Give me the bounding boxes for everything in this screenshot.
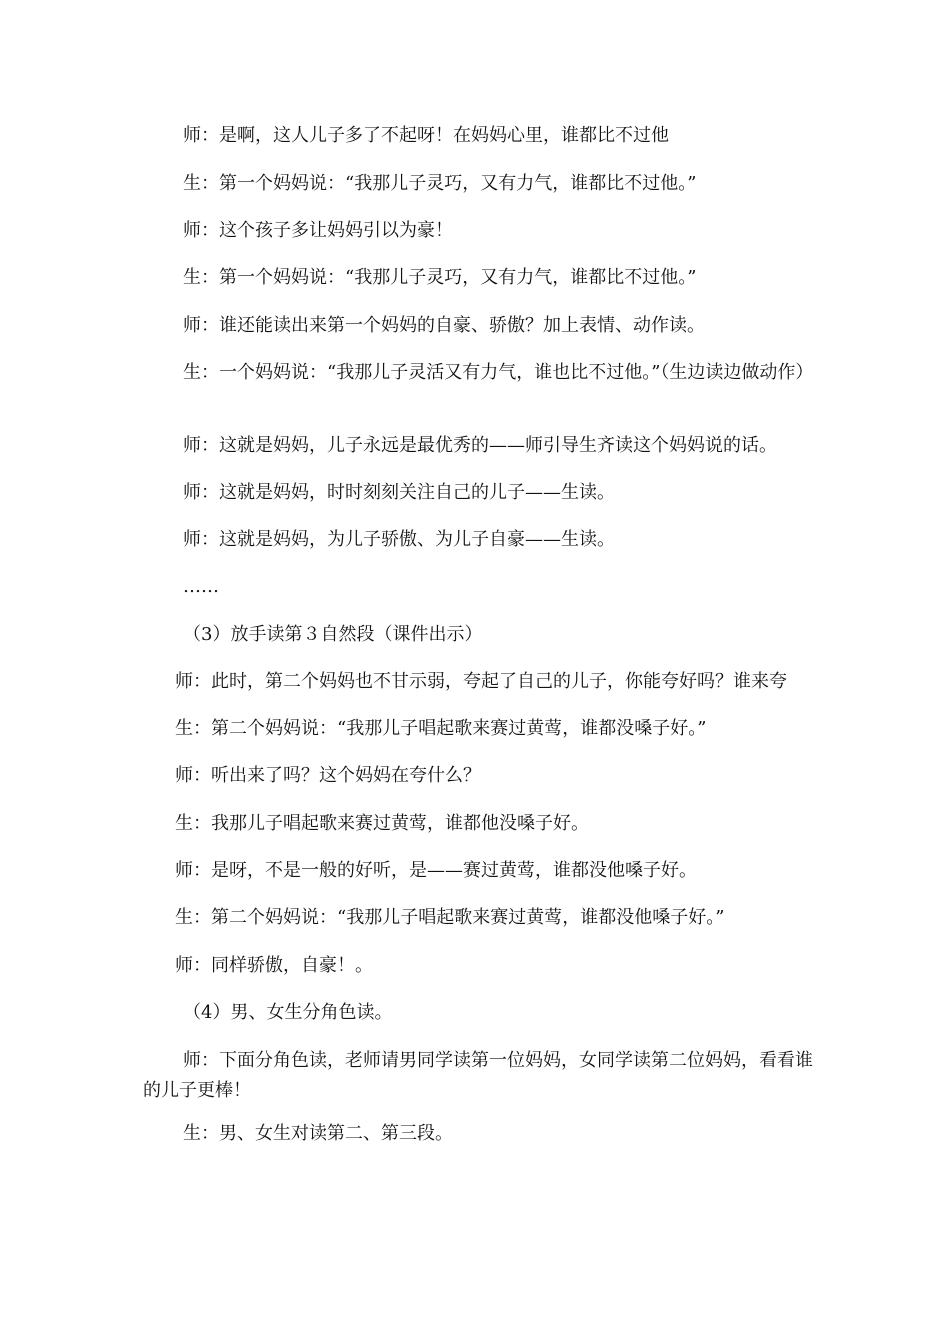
- paragraph-teacher-3: 师：谁还能读出来第一个妈妈的自豪、骄傲？加上表情、动作读。: [183, 315, 705, 336]
- paragraph-student-3: 生：一个妈妈说：“我那儿子灵活又有力气，谁也比不过他。”（生边读边做动作）: [183, 362, 814, 383]
- paragraph-teacher-8: 师：听出来了吗？这个妈妈在夸什么？: [175, 765, 481, 786]
- paragraph-student-4: 生：第二个妈妈说：“我那儿子唱起歌来赛过黄莺，谁都没嗓子好。”: [175, 718, 707, 739]
- paragraph-student-7: 生：男、女生对读第二、第三段。: [183, 1123, 453, 1144]
- paragraph-teacher-1: 师：是啊，这人儿子多了不起呀！在妈妈心里，谁都比不过他: [183, 125, 669, 146]
- ellipsis-line: ……: [183, 576, 219, 597]
- paragraph-teacher-7: 师：此时，第二个妈妈也不甘示弱，夸起了自己的儿子，你能夸好吗？谁来夸: [175, 671, 787, 692]
- paragraph-student-6: 生：第二个妈妈说：“我那儿子唱起歌来赛过黄莺，谁都没他嗓子好。”: [175, 907, 725, 928]
- paragraph-teacher-5: 师：这就是妈妈，时时刻刻关注自己的儿子——生读。: [183, 482, 615, 503]
- paragraph-teacher-11: 师：下面分角色读，老师请男同学读第一位妈妈，女同学读第二位妈妈，看看谁的儿子更棒！: [143, 1050, 813, 1101]
- section-heading-4: （4）男、女生分角色读。: [183, 1002, 393, 1023]
- paragraph-teacher-6: 师：这就是妈妈，为儿子骄傲、为儿子自豪——生读。: [183, 529, 615, 550]
- paragraph-teacher-4: 师：这就是妈妈，儿子永远是最优秀的——师引导生齐读这个妈妈说的话。: [183, 435, 777, 456]
- paragraph-student-2: 生：第一个妈妈说：“我那儿子灵巧，又有力气，谁都比不过他。”: [183, 267, 697, 288]
- paragraph-teacher-2: 师：这个孩子多让妈妈引以为豪！: [183, 220, 453, 241]
- paragraph-student-1: 生：第一个妈妈说：“我那儿子灵巧，又有力气，谁都比不过他。”: [183, 173, 697, 194]
- paragraph-teacher-10: 师：同样骄傲，自豪！。: [175, 955, 373, 976]
- paragraph-teacher-9: 师：是呀，不是一般的好听，是——赛过黄莺，谁都没他嗓子好。: [175, 860, 697, 881]
- paragraph-student-5: 生：我那儿子唱起歌来赛过黄莺，谁都他没嗓子好。: [175, 813, 589, 834]
- section-heading-3: （3）放手读第３自然段（课件出示）: [183, 624, 483, 645]
